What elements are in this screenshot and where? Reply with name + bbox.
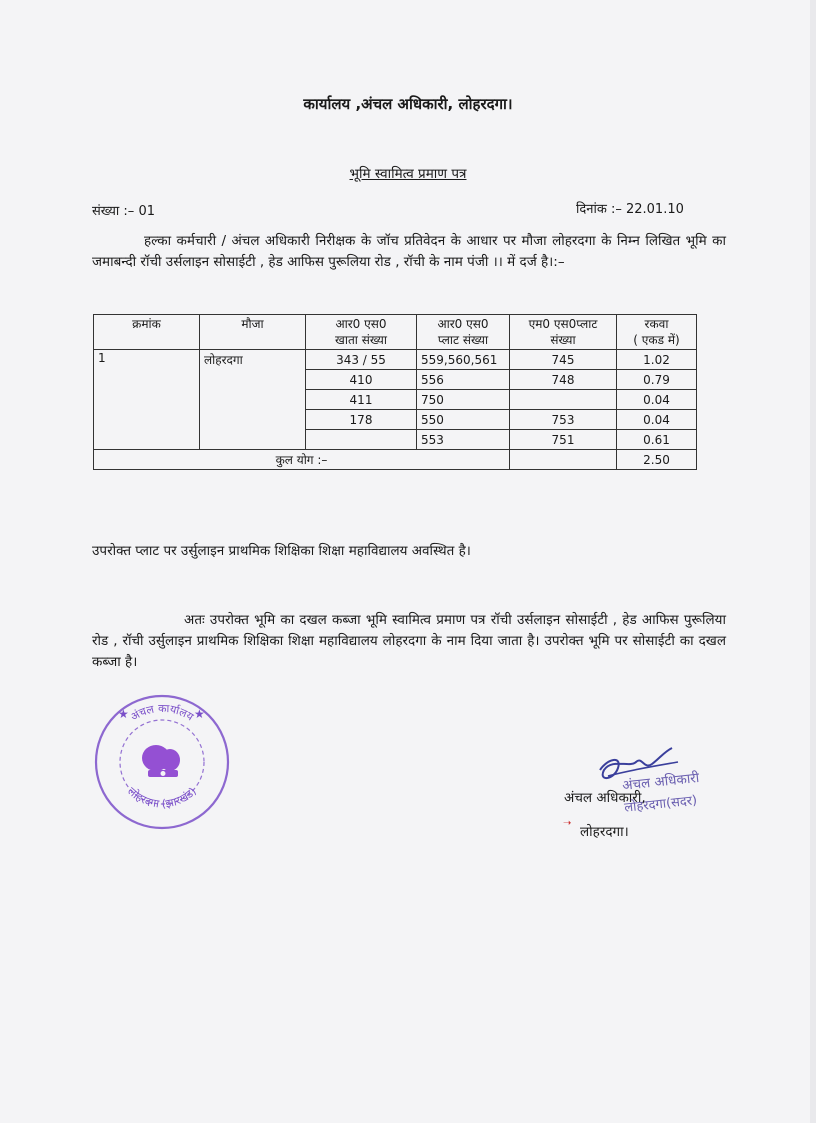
cell-mauza: लोहरदगा [200,350,306,450]
cell-khata: 410 [306,370,417,390]
cell-khata: 178 [306,410,417,430]
cell-area: 0.04 [617,390,697,410]
document-date: दिनांक :– 22.01.10 [576,202,684,217]
cell-area: 0.04 [617,410,697,430]
reference-number: संख्या :– 01 [92,204,155,219]
land-table [93,314,697,470]
header-plot: आर0 एस0 प्लाट संख्या [417,315,510,350]
cell-ms-plot: 748 [510,370,617,390]
cell-ms-plot: 751 [510,430,617,450]
star-icon: ★ [194,707,205,721]
cell-area: 0.79 [617,370,697,390]
cell-plot: 556 [417,370,510,390]
total-area: 2.50 [617,450,697,470]
cell-area: 1.02 [617,350,697,370]
signatory-place: लोहरदगा। [580,824,629,840]
table-header-row [94,315,697,350]
seal-text-bottom: लोहरदगा (झारखंड) [125,784,199,811]
cell-serial: 1 [94,350,200,450]
star-icon: ★ [118,707,129,721]
stamp-location: लोहरदगा(सदर) [623,793,698,816]
table-row [94,350,697,370]
stamp-designation: अंचल अधिकारी [621,769,701,794]
tick-mark-icon: ➝ [563,818,572,829]
total-empty-cell [510,450,617,470]
cell-plot: 750 [417,390,510,410]
header-ms-plot: एम0 एस0प्लाट संख्या [510,315,617,350]
cell-ms-plot: 745 [510,350,617,370]
document-subject [0,164,816,182]
cell-plot: 553 [417,430,510,450]
seal-text-top: अंचल कार्यालय [128,701,196,724]
cell-ms-plot: 753 [510,410,617,430]
cell-khata: 411 [306,390,417,410]
header-khata: आर0 एस0 खाता संख्या [306,315,417,350]
header-area: रकवा ( एकड में) [617,315,697,350]
cell-khata [306,430,417,450]
cell-area: 0.61 [617,430,697,450]
cell-plot: 550 [417,410,510,430]
header-mauza: मौजा [200,315,306,350]
paragraph-college: उपरोक्त प्लाट पर उर्सुलाइन प्राथमिक शिक्षिका शिक्षा महाविद्यालय अवस्थित है। [92,543,471,559]
total-label: कुल योग :– [94,450,510,470]
official-seal [90,688,235,833]
subject-text: भूमि स्वामित्व प्रमाण पत्र [349,166,467,182]
cell-plot: 559,560,561 [417,350,510,370]
header-serial: क्रमांक [94,315,200,350]
office-heading: कार्यालय ,अंचल अधिकारी, लोहरदगा। [303,95,513,113]
paragraph-conclusion: अतः उपरोक्त भूमि का दखल कब्जा भूमि स्वामित्व प्रमाण पत्र रॉची उर्सलाइन सोसाईटी , हेड आफिस पुरूलिया रोड , रॉची उर्सुलाइन प्राथमिक शिक्षिका शिक्षा महाविद्यालय लोहरदगा के नाम दिया जाता है। उपरोक्त भूमि पर सोसाईटी का दखल कब्जा है। [92,612,726,670]
emblem-icon [142,745,180,777]
cell-ms-plot [510,390,617,410]
signatory-office: अंचल अधिकारी, [564,790,646,806]
paragraph-intro: हल्का कर्मचारी / अंचल अधिकारी निरीक्षक के जॉच प्रतिवेदन के आधार पर मौजा लोहरदगा के निम्न लिखित भूमि का जमाबन्दी रॉची उर्सलाइन सोसाईटी , हेड आफिस पुरूलिया रोड , रॉची के नाम पंजी ।। में दर्ज है।:– [92,233,726,270]
table-total-row [94,450,697,470]
cell-khata: 343 / 55 [306,350,417,370]
